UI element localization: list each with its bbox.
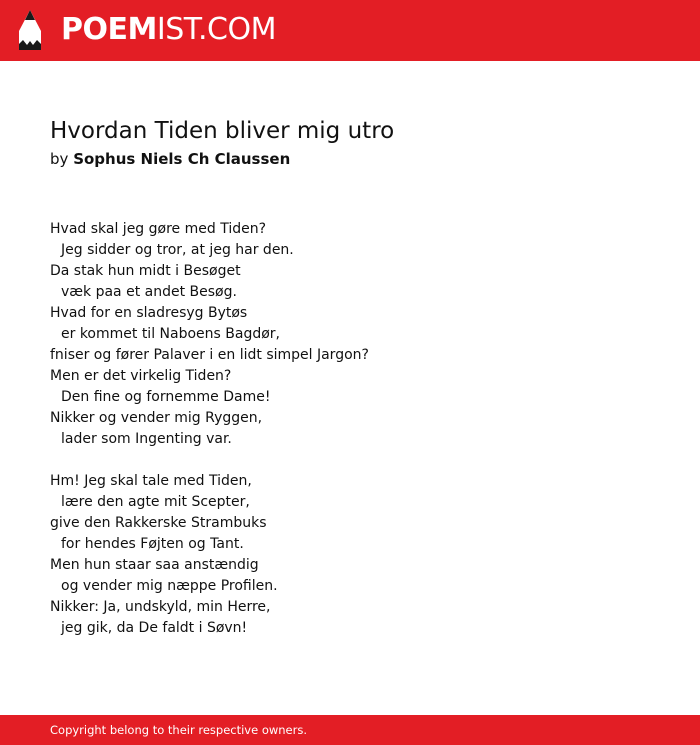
logo-text-light: IST.COM [156, 12, 276, 47]
by-label: by [50, 150, 69, 168]
stanza [50, 471, 670, 639]
poem-line: Den fine og fornemme Dame! [61, 389, 271, 405]
site-logo[interactable] [61, 12, 276, 48]
poem-line: lader som Ingenting var. [61, 431, 232, 447]
poem-line: væk paa et andet Besøg. [61, 284, 237, 300]
poem-line: Men hun staar saa anstændig [50, 557, 259, 573]
poem-line: lære den agte mit Scepter, [61, 494, 250, 510]
poem-line: Nikker og vender mig Ryggen, [50, 410, 263, 426]
poem-line: jeg gik, da De faldt i Søvn! [61, 620, 248, 636]
poem-body [50, 219, 670, 660]
poem-line: Da stak hun midt i Besøget [50, 263, 241, 279]
poem-line: Hm! Jeg skal tale med Tiden, [50, 473, 252, 489]
poem-line: Jeg sidder og tror, at jeg har den. [61, 242, 294, 258]
poem-line: Nikker: Ja, undskyld, min Herre, [50, 599, 271, 615]
poem-byline [50, 149, 290, 169]
poem-line: Men er det virkelig Tiden? [50, 368, 232, 384]
poem-author: Sophus Niels Ch Claussen [73, 150, 291, 168]
poem-title: Hvordan Tiden bliver mig utro [50, 118, 395, 144]
poem-line: er kommet til Naboens Bagdør, [61, 326, 281, 342]
poem-line: for hendes Føjten og Tant. [61, 536, 244, 552]
poem-line: Hvad skal jeg gøre med Tiden? [50, 221, 267, 237]
pencil-tip-icon[interactable] [16, 9, 44, 51]
site-footer [0, 715, 700, 745]
logo-text-bold: POEM [61, 12, 157, 47]
poem-line: og vender mig næppe Profilen. [61, 578, 278, 594]
poem-line: Hvad for en sladresyg Bytøs [50, 305, 248, 321]
stanza [50, 219, 670, 450]
site-header [0, 0, 700, 61]
poem-line: give den Rakkerske Strambuks [50, 515, 267, 531]
poem-line: fniser og fører Palaver i en lidt simpel Jargon? [50, 347, 369, 363]
copyright-notice: Copyright belong to their respective owners. [50, 723, 308, 737]
